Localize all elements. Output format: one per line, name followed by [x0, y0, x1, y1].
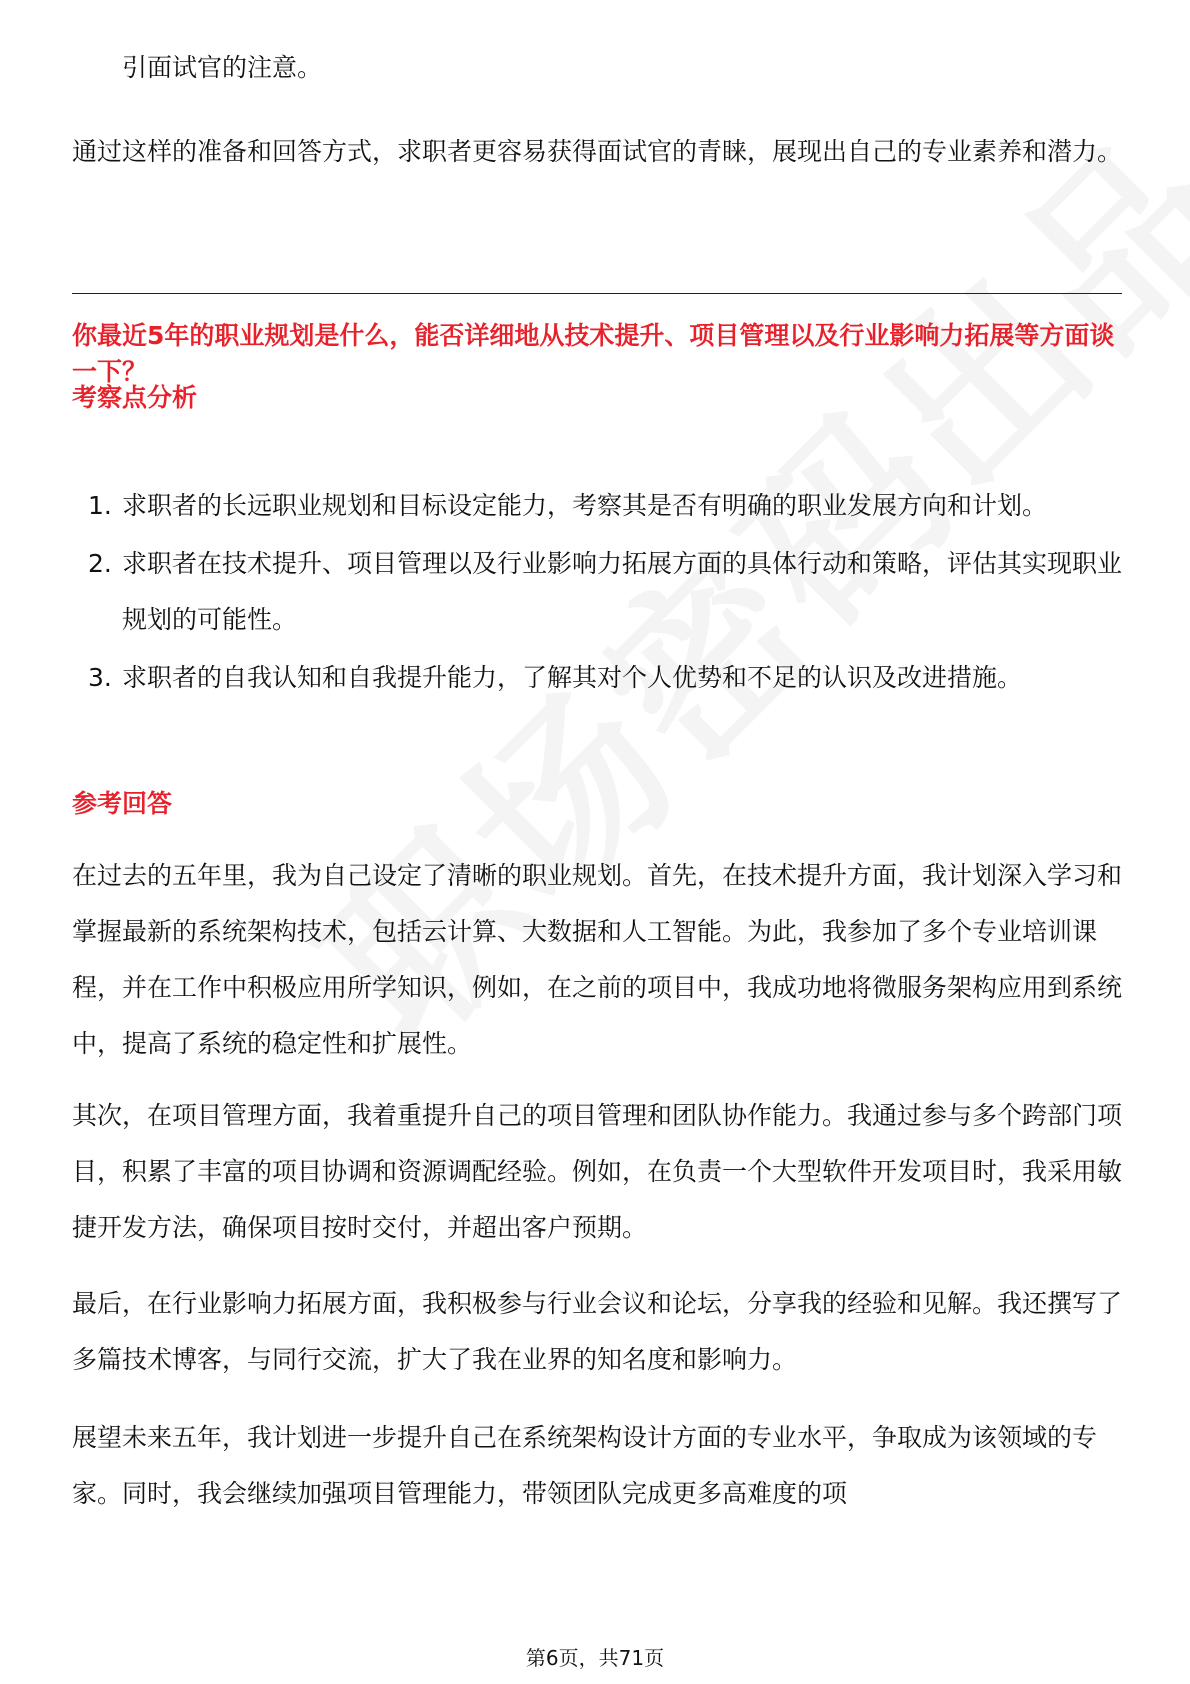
analysis-title: 考察点分析: [72, 383, 198, 412]
answer-paragraph: 展望未来五年，我计划进一步提升自己在系统架构设计方面的专业水平，争取成为该领域的专家。同时，我会继续加强项目管理能力，带领团队完成更多高难度的项: [72, 1423, 1098, 1508]
page-number: 第6页，共71页: [525, 1646, 665, 1670]
answer-paragraph: 在过去的五年里，我为自己设定了清晰的职业规划。首先，在技术提升方面，我计划深入学习和掌握最新的系统架构技术，包括云计算、大数据和人工智能。为此，我参加了多个专业培训课程，并在工作中积极应用所学知识，例如，在之前的项目中，我成功地将微服务架构应用到系统中，提高了系统的稳定性和扩展性。: [72, 861, 1123, 1058]
list-item: [72, 536, 1122, 648]
answer-paragraph: 其次，在项目管理方面，我着重提升自己的项目管理和团队协作能力。我通过参与多个跨部门项目，积累了丰富的项目协调和资源调配经验。例如，在负责一个大型软件开发项目时，我采用敏捷开发方法，确保项目按时交付，并超出客户预期。: [72, 1101, 1123, 1242]
list-item-text: 求职者在技术提升、项目管理以及行业影响力拓展方面的具体行动和策略，评估其实现职业规划的可能性。: [122, 549, 1123, 634]
section-divider: [72, 293, 1122, 294]
list-item-text: 求职者的自我认知和自我提升能力，了解其对个人优势和不足的认识及改进措施。: [122, 663, 1023, 692]
answer-paragraph: 最后，在行业影响力拓展方面，我积极参与行业会议和论坛，分享我的经验和见解。我还撰写了多篇技术博客，与同行交流，扩大了我在业界的知名度和影响力。: [72, 1289, 1123, 1374]
list-item-number: 3.: [88, 663, 112, 692]
list-item-number: 2.: [88, 549, 112, 578]
answer-title: 参考回答: [72, 789, 173, 818]
list-item: [72, 650, 1122, 706]
summary-paragraph: 通过这样的准备和回答方式，求职者更容易获得面试官的青睐，展现出自己的专业素养和潜力。: [72, 137, 1123, 166]
list-item-number: 1.: [88, 491, 112, 520]
continued-line: 引面试官的注意。: [122, 53, 323, 82]
analysis-list: [72, 478, 1122, 708]
list-item-text: 求职者的长远职业规划和目标设定能力，考察其是否有明确的职业发展方向和计划。: [122, 491, 1048, 520]
list-item: [72, 478, 1122, 534]
question-heading: 你最近5年的职业规划是什么，能否详细地从技术提升、项目管理以及行业影响力拓展等方面谈一下？: [72, 321, 1115, 386]
